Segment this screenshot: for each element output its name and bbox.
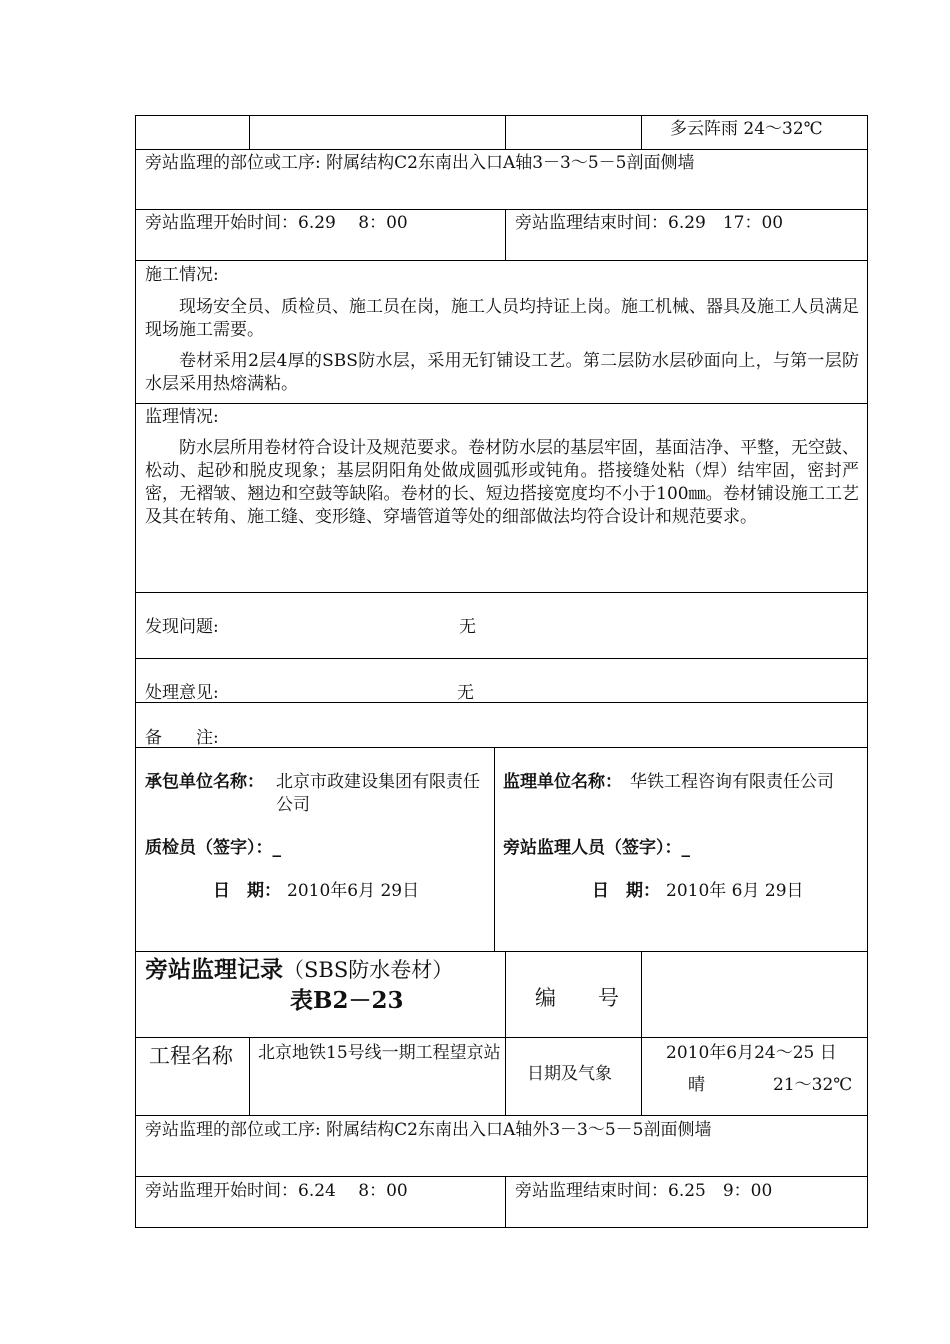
project-label: 工程名称	[149, 1044, 233, 1068]
supervision-label: 监理情况:	[145, 407, 219, 427]
table-border	[249, 115, 250, 149]
table-border	[249, 1037, 250, 1115]
table-border	[867, 115, 868, 1228]
table-border	[135, 149, 868, 150]
contractor-label: 承包单位名称：	[145, 772, 264, 792]
remarks-label: 备 注:	[145, 728, 219, 748]
weather-value: 晴 21～32℃	[688, 1075, 853, 1095]
table-border	[135, 1115, 868, 1116]
date-weather-label: 日期及气象	[527, 1064, 612, 1084]
form-title-sub: （SBS防水卷材）	[283, 958, 454, 982]
table-border	[505, 1176, 506, 1227]
table-border	[641, 115, 642, 149]
supervisor-value: 华铁工程咨询有限责任公司	[630, 772, 834, 792]
opinion-label: 处理意见:	[145, 683, 219, 703]
location-process: 旁站监理的部位或工序: 附属结构C2东南出入口A轴3－3～5－5剖面侧墙	[145, 153, 695, 173]
table-border	[135, 658, 868, 659]
construction-paragraph: 卷材采用2层4厚的SBS防水层，采用无钉铺设工艺。第二层防水层砂面向上，与第一层防水层采用热熔满粘。	[145, 351, 859, 394]
table-border	[135, 1037, 868, 1038]
onsite-supervisor-signature: 旁站监理人员（签字）：_	[503, 838, 690, 858]
table-border	[135, 1176, 868, 1177]
date-label: 日 期：	[592, 881, 660, 901]
table-border	[135, 115, 136, 1228]
problems-label: 发现问题:	[145, 617, 219, 637]
supervision-paragraph: 防水层所用卷材符合设计及规范要求。卷材防水层的基层牢固，基面洁净、平整，无空鼓、松动、起砂和脱皮现象；基层阴阳角处做成圆弧形或钝角。搭接缝处粘（焊）结牢固，密封严密，无褶皱、翘边和空鼓等缺陷。卷材的长、短边搭接宽度均不小于100㎜。卷材铺设施工工艺及其在转角、施工缝、变形缝、穿墙管道等处的细部做法均符合设计和规范要求。	[145, 438, 859, 527]
form-title-main: 旁站监理记录	[145, 956, 283, 983]
table-border	[641, 951, 642, 1115]
location-process: 旁站监理的部位或工序: 附属结构C2东南出入口A轴外3－3～5－5剖面侧墙	[145, 1120, 712, 1140]
problems-value: 无	[459, 617, 476, 637]
form-title	[145, 955, 453, 985]
table-border	[494, 747, 495, 951]
number-label: 编 号	[535, 986, 619, 1010]
end-time: 旁站监理结束时间：6.25 9：00	[515, 1181, 773, 1201]
table-border	[135, 951, 868, 952]
start-time: 旁站监理开始时间：6.29 8：00	[145, 213, 408, 233]
project-value: 北京地铁15号线一期工程望京站	[258, 1043, 501, 1063]
table-border	[135, 702, 868, 703]
date-value: 2010年 6月 29日	[666, 881, 804, 901]
weather-value: 多云阵雨 24～32℃	[670, 119, 823, 139]
date-label: 日 期：	[213, 881, 281, 901]
table-border	[135, 403, 868, 404]
date-value: 2010年6月 29日	[287, 881, 420, 901]
table-border	[135, 115, 868, 116]
form-code: 表B2－23	[290, 987, 404, 1014]
table-border	[505, 115, 506, 149]
table-border	[135, 260, 868, 261]
table-border	[135, 209, 868, 210]
supervisor-label: 监理单位名称：	[503, 772, 622, 792]
construction-label: 施工情况:	[145, 265, 219, 285]
end-time: 旁站监理结束时间：6.29 17：00	[515, 213, 784, 233]
start-time: 旁站监理开始时间：6.24 8：00	[145, 1181, 408, 1201]
date-value: 2010年6月24～25 日	[666, 1043, 837, 1063]
table-border	[135, 592, 868, 593]
contractor-value: 北京市政建设集团有限责任公司	[276, 772, 480, 815]
inspector-signature: 质检员（签字）：_	[145, 838, 281, 858]
construction-paragraph: 现场安全员、质检员、施工员在岗，施工人员均持证上岗。施工机械、器具及施工人员满足现场施工需要。	[145, 297, 859, 340]
table-border	[505, 951, 506, 1115]
opinion-value: 无	[457, 683, 474, 703]
table-border	[135, 1227, 868, 1228]
table-border	[135, 747, 868, 748]
table-border	[505, 209, 506, 260]
